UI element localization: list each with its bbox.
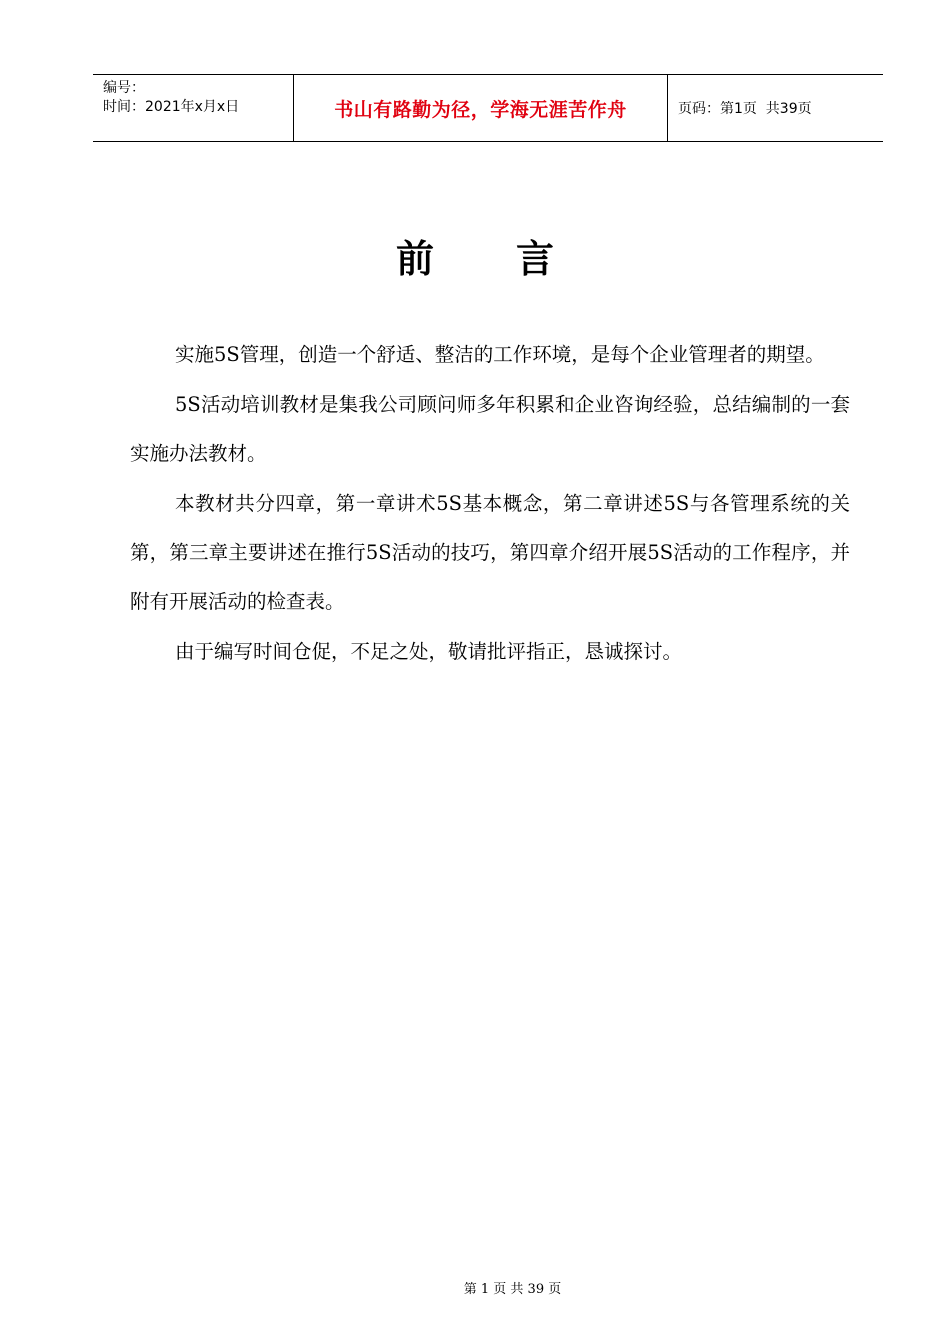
document-time-label: 时间：2021年x月x日 bbox=[103, 99, 240, 115]
header-motto: 书山有路勤为径，学海无涯苦作舟 bbox=[294, 75, 668, 141]
paragraph: 由于编写时间仓促，不足之处，敬请批评指正，恳诚探讨。 bbox=[175, 640, 683, 663]
header-meta bbox=[93, 75, 294, 141]
paragraph: 实施5S管理，创造一个舒适、整洁的工作环境，是每个企业管理者的期望。 bbox=[175, 343, 825, 366]
page-footer: 第 1 页 共 39 页 bbox=[463, 1282, 562, 1297]
paragraph: 5S活动培训教材是集我公司顾问师多年积累和企业咨询经验，总结编制的一套实施办法教材。 bbox=[130, 393, 850, 465]
document-title: 前言 bbox=[395, 237, 636, 281]
page-header bbox=[93, 74, 883, 142]
header-page-info-text: 页码：第1页 共39页 bbox=[678, 101, 812, 117]
document-body bbox=[130, 330, 850, 677]
paragraph: 本教材共分四章，第一章讲术5S基本概念，第二章讲述5S与各管理系统的关第，第三章主要讲述在推行5S活动的技巧，第四章介绍开展5S活动的工作程序，并附有开展活动的检查表。 bbox=[130, 492, 850, 613]
header-page-info bbox=[668, 75, 883, 141]
document-number-label: 编号： bbox=[103, 80, 145, 96]
